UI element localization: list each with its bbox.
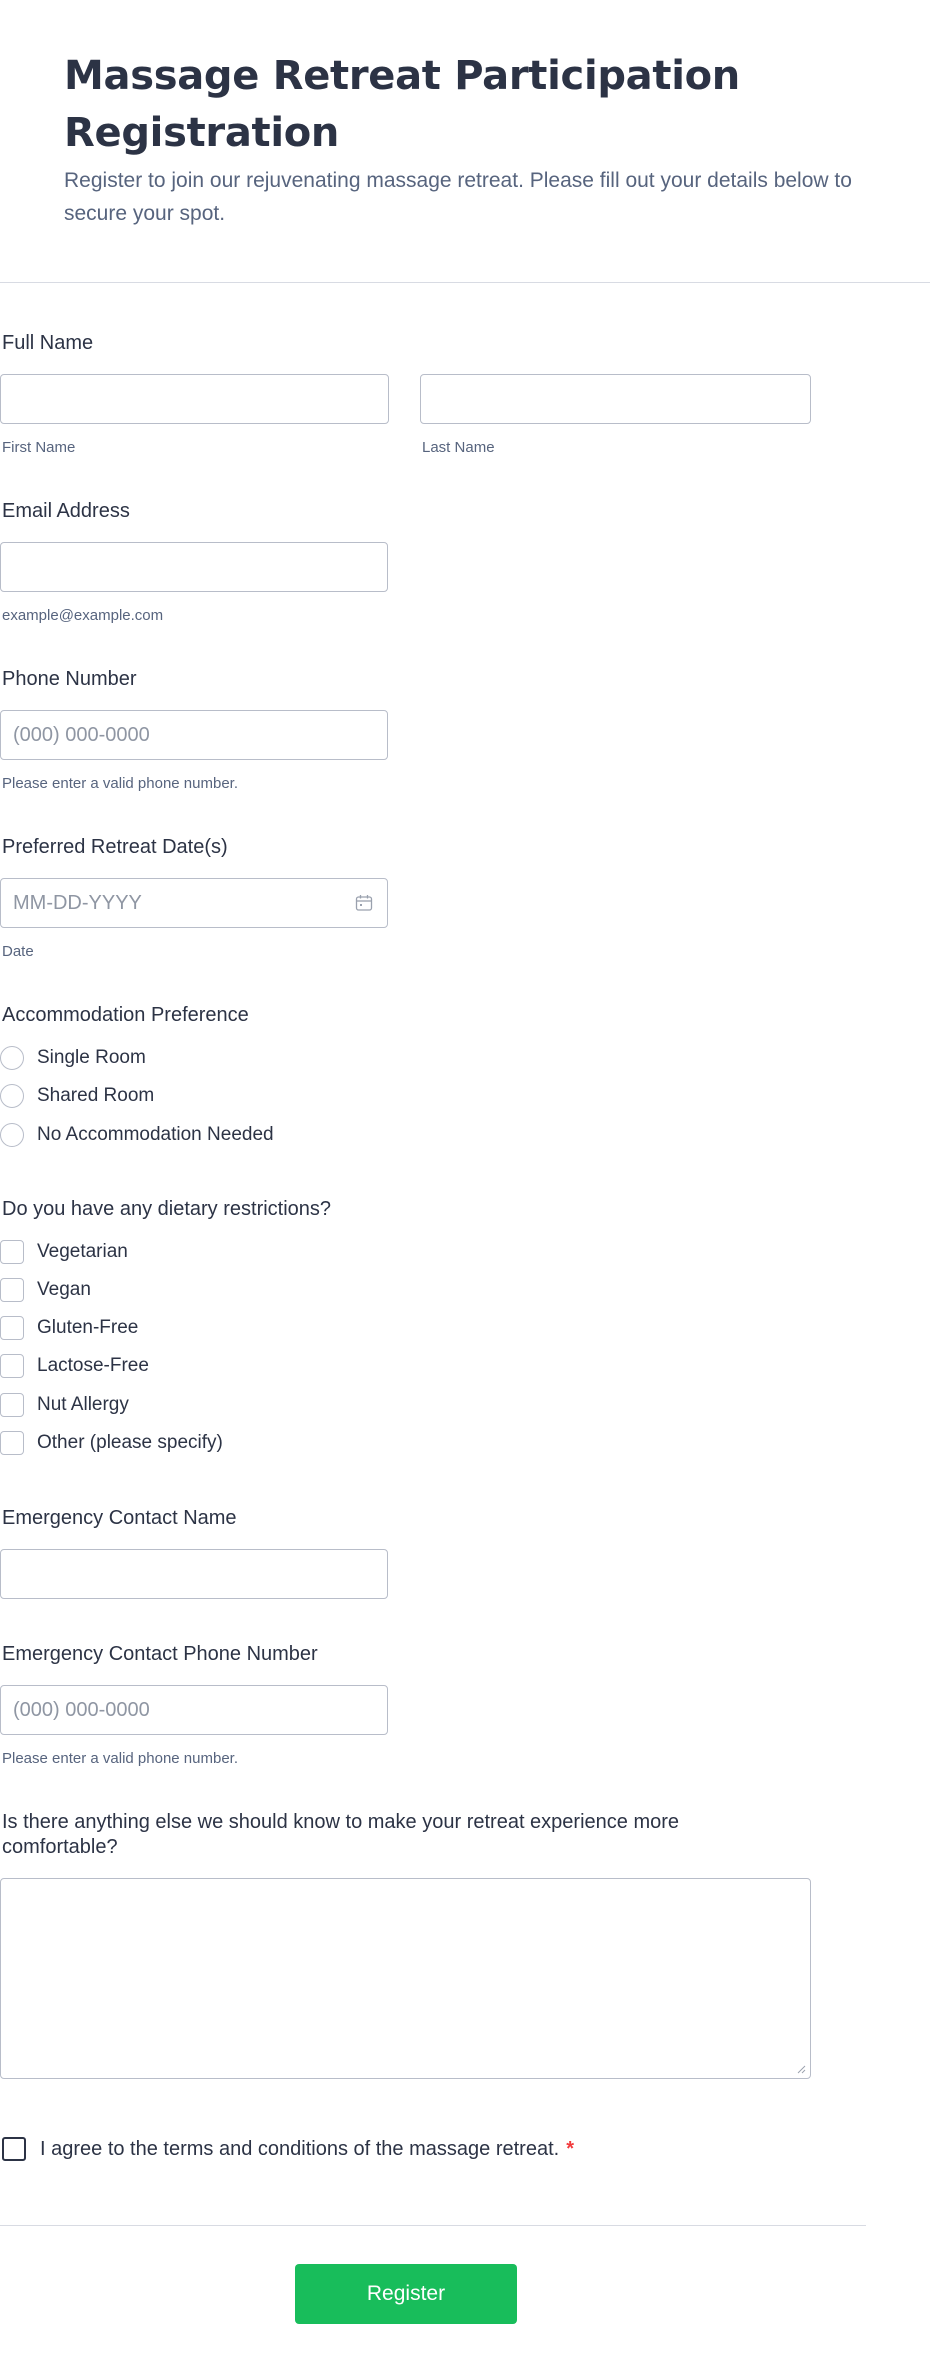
phone-label: Phone Number bbox=[2, 668, 137, 690]
full-name-label: Full Name bbox=[2, 332, 94, 354]
register-button[interactable]: Register bbox=[295, 2264, 517, 2324]
emergency-phone-sublabel: Please enter a valid phone number. bbox=[2, 1750, 238, 1767]
checkbox-label-vegan: Vegan bbox=[37, 1279, 91, 1300]
radio-single-room[interactable] bbox=[0, 1046, 24, 1070]
checkbox-vegetarian[interactable] bbox=[0, 1240, 24, 1264]
checkbox-label-gluten-free: Gluten-Free bbox=[37, 1317, 139, 1338]
page-title: Massage Retreat Participation Registration bbox=[64, 53, 740, 156]
checkbox-label-vegetarian: Vegetarian bbox=[37, 1241, 128, 1262]
phone-sublabel: Please enter a valid phone number. bbox=[2, 775, 238, 792]
emergency-name-label: Emergency Contact Name bbox=[2, 1507, 237, 1529]
emergency-phone-input[interactable] bbox=[0, 1685, 388, 1735]
checkbox-nut-allergy[interactable] bbox=[0, 1393, 24, 1417]
terms-text: I agree to the terms and conditions of the massage retreat. bbox=[40, 2138, 560, 2160]
phone-input[interactable] bbox=[0, 710, 388, 760]
checkbox-gluten-free[interactable] bbox=[0, 1316, 24, 1340]
form-header bbox=[0, 0, 930, 283]
emergency-name-input[interactable] bbox=[0, 1549, 388, 1599]
required-star: * bbox=[566, 2138, 574, 2160]
terms-label bbox=[40, 2138, 574, 2161]
page-subtitle: Register to join our rejuvenating massage retreat. Please fill out your details below to secure your spot. bbox=[64, 169, 852, 225]
checkbox-lactose-free[interactable] bbox=[0, 1354, 24, 1378]
calendar-icon[interactable] bbox=[355, 894, 373, 912]
email-sublabel: example@example.com bbox=[2, 607, 164, 624]
last-name-input[interactable] bbox=[420, 374, 811, 424]
radio-label-shared-room: Shared Room bbox=[37, 1085, 155, 1106]
radio-label-single-room: Single Room bbox=[37, 1047, 146, 1068]
resize-grip-icon[interactable] bbox=[796, 2064, 806, 2074]
email-label: Email Address bbox=[2, 500, 130, 522]
checkbox-vegan[interactable] bbox=[0, 1278, 24, 1302]
comments-label: Is there anything else we should know to make your retreat experience more comfortable? bbox=[2, 1811, 680, 1858]
accommodation-label: Accommodation Preference bbox=[2, 1004, 249, 1026]
comments-textarea[interactable] bbox=[0, 1878, 811, 2079]
retreat-date-input[interactable] bbox=[0, 878, 388, 928]
first-name-input[interactable] bbox=[0, 374, 389, 424]
emergency-phone-label: Emergency Contact Phone Number bbox=[2, 1643, 318, 1665]
email-field[interactable] bbox=[0, 542, 388, 592]
retreat-date-sublabel: Date bbox=[2, 943, 34, 960]
radio-label-no-accommodation: No Accommodation Needed bbox=[37, 1124, 274, 1145]
radio-no-accommodation[interactable] bbox=[0, 1123, 24, 1147]
registration-form bbox=[0, 283, 930, 2373]
radio-shared-room[interactable] bbox=[0, 1084, 24, 1108]
last-name-sublabel: Last Name bbox=[422, 439, 495, 456]
first-name-sublabel: First Name bbox=[2, 439, 76, 456]
checkbox-other[interactable] bbox=[0, 1431, 24, 1455]
checkbox-label-nut-allergy: Nut Allergy bbox=[37, 1394, 129, 1415]
terms-checkbox[interactable] bbox=[2, 2137, 26, 2161]
retreat-date-label: Preferred Retreat Date(s) bbox=[2, 836, 228, 858]
dietary-label: Do you have any dietary restrictions? bbox=[2, 1198, 332, 1220]
form-footer bbox=[0, 2225, 866, 2373]
checkbox-label-other: Other (please specify) bbox=[37, 1432, 223, 1453]
checkbox-label-lactose-free: Lactose-Free bbox=[37, 1355, 149, 1376]
